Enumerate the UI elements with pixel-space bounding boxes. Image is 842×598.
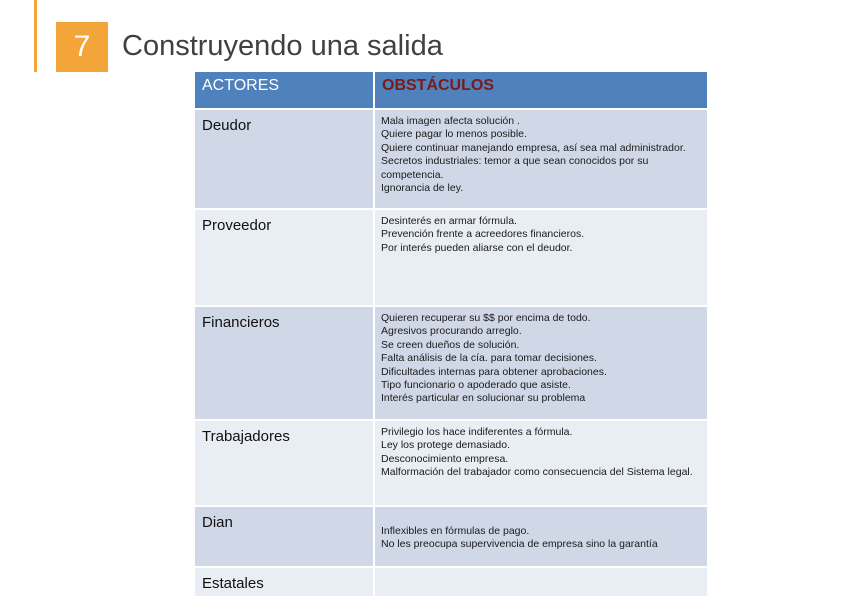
obstacles-list [375,507,707,552]
obstacle-item: Malformación del trabajador como consecuencia del Sistema legal. [381,466,693,479]
obstacle-item: Quieren recuperar su $$ por encima de todo. [381,312,591,324]
obstacle-item: Privilegio los hace indiferentes a fórmula. [381,426,573,438]
obstacle-item: Agresivos procurando arreglo. [381,325,522,338]
obstacle-item: Se creen dueños de solución. [381,338,520,351]
table-row [194,420,708,506]
obstacle-item: Interés particular en solucionar su problema [381,392,586,405]
table-row [194,506,708,567]
obstacle-item: Quiere pagar lo menos posible. [381,128,527,141]
obstacle-item: Por interés pueden aliarse con el deudor. [381,241,573,254]
table-row [194,209,708,306]
obstacles-list [375,110,707,195]
table-header-row [194,71,708,109]
actor-name: Deudor [202,117,252,134]
table-row [194,306,708,420]
obstacle-item: Falta análisis de la cía. para tomar decisiones. [381,352,597,365]
actor-name: Trabajadores [202,428,290,445]
obstacle-item: Dificultades internas para obtener aprobaciones. [381,365,607,378]
obstacle-item: Secretos industriales: temor a que sean conocidos por su competencia. [381,155,649,181]
obstacle-item: Ley los protege demasiado. [381,439,510,452]
obstacle-item: Prevención frente a acreedores financieros. [381,228,585,241]
obstacle-item: Tipo funcionario o apoderado que asiste. [381,379,571,392]
obstacle-item: No les preocupa supervivencia de empresa sino la garantía [381,538,658,551]
header-actors: ACTORES [194,71,374,109]
obstacle-item: Ignorancia de ley. [381,182,464,195]
obstacles-list [375,568,707,573]
actors-obstacles-table [193,70,709,598]
obstacles-list [375,307,707,406]
left-accent-rule [34,0,37,72]
obstacle-item: Desinterés en armar fórmula. [381,215,517,227]
obstacles-list [375,421,707,480]
obstacles-list [375,210,707,255]
actor-name: Proveedor [202,217,272,234]
actor-name: Financieros [202,314,280,331]
actor-name: Estatales [202,575,264,592]
obstacle-item: Desconocimiento empresa. [381,452,509,465]
obstacle-item: Quiere continuar manejando empresa, así sea mal administrador. [381,141,686,154]
slide-number-badge: 7 [56,22,108,72]
table-row [194,567,708,597]
obstacle-item: Inflexibles en fórmulas de pago. [381,525,530,537]
slide-title: Construyendo una salida [122,30,443,62]
actor-name: Dian [202,514,233,531]
table-row [194,109,708,209]
obstacle-item: Mala imagen afecta solución . [381,115,520,127]
header-obstacles: OBSTÁCULOS [374,71,708,109]
